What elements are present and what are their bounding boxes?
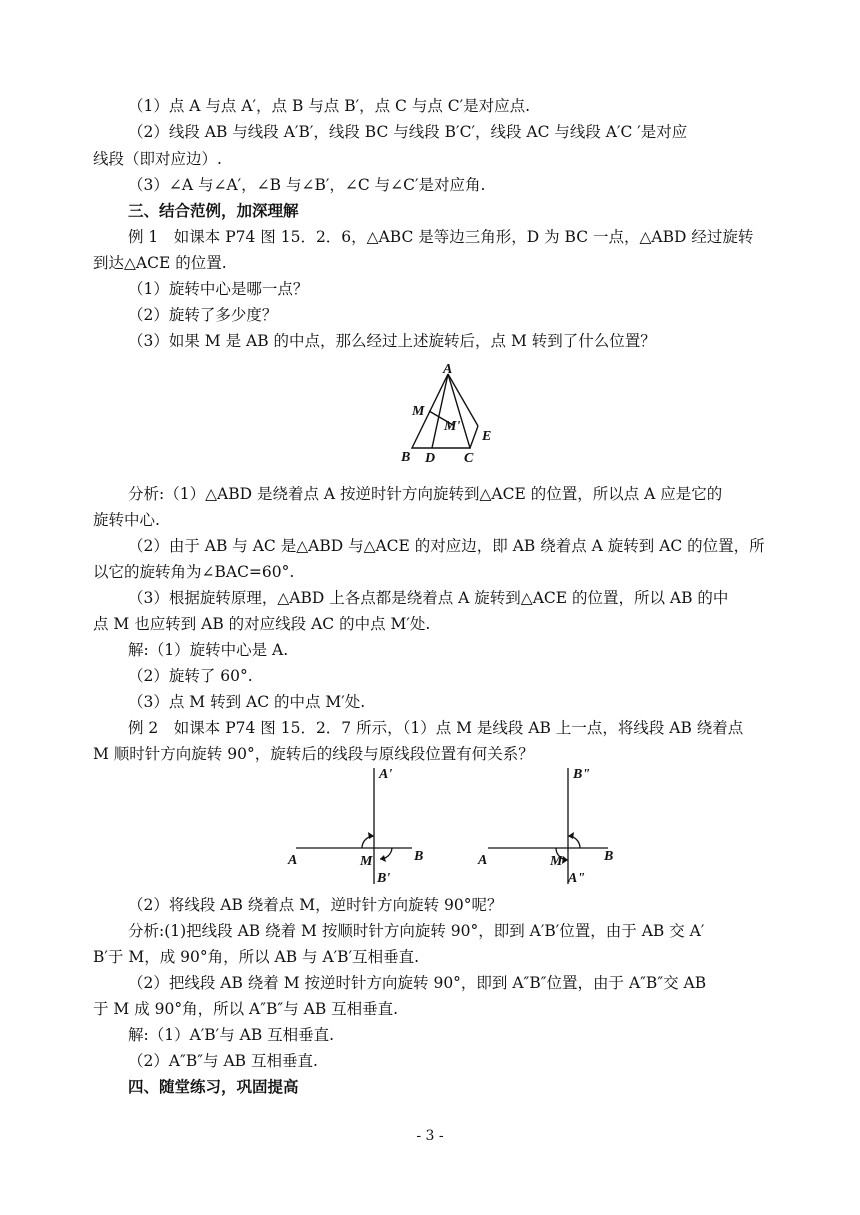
text-line: （2）由于 AB 与 AC 是△ABD 与△ACE 的对应边，即 AB 绕着点 A 旋转到 AC 的位置，所 [128, 537, 765, 555]
page-number: - 3 - [416, 1128, 444, 1144]
text-line: （3）如果 M 是 AB 的中点，那么经过上述旋转后，点 M 转到了什么位置？ [128, 332, 656, 350]
label-M: M [360, 854, 373, 869]
label-C: C [464, 451, 474, 466]
text-line: 旋转中心. [93, 511, 160, 529]
clockwise-rotation-figure [280, 766, 440, 892]
text-line: M 顺时针方向旋转 90°，旋转后的线段与原线段位置有何关系？ [93, 745, 534, 763]
section-heading: 三、结合范例，加深理解 [128, 201, 299, 220]
text-line: （3）∠A 与∠A′，∠B 与∠B′，∠C 与∠C′是对应角. [128, 176, 486, 194]
text-line: 例 1 如课本 P74 图 15．2．6，△ABC 是等边三角形，D 为 BC 一点，△ABD 经过旋转 [128, 228, 754, 246]
label-A-double-prime: A" [568, 871, 586, 886]
text-line: 点 M 也应转到 AB 的对应线段 AC 的中点 M′处. [93, 615, 431, 633]
text-line: 解:（1）A′B′与 AB 互相垂直. [128, 1026, 335, 1044]
section-heading: 四、随堂练习，巩固提高 [128, 1077, 299, 1096]
label-A-prime: A' [379, 767, 393, 782]
text-line: 以它的旋转角为∠BAC=60°. [93, 563, 295, 581]
text-line: （2）旋转了 60°. [128, 667, 253, 685]
text-line: （3）点 M 转到 AC 的中点 M′处. [128, 693, 366, 711]
label-B-prime: B' [377, 871, 391, 886]
label-M: M [412, 404, 425, 419]
label-M: M [550, 854, 563, 869]
text-line: （2）A″B″与 AB 互相垂直. [128, 1052, 318, 1070]
text-line: （2）旋转了多少度？ [128, 306, 278, 324]
text-line: 解:（1）旋转中心是 A. [128, 641, 289, 659]
triangle-rotation-figure [398, 358, 508, 468]
text-line: 分析:（1）△ABD 是绕着点 A 按逆时针方向旋转到△ACE 的位置，所以点 A 应是它的 [128, 485, 723, 503]
text-line: （1）旋转中心是哪一点？ [128, 280, 309, 298]
text-line: （2）把线段 AB 绕着 M 按逆时针方向旋转 90°，即到 A″B″位置，由于 A″B″交 AB [128, 974, 707, 992]
text-line: B′于 M，成 90°角，所以 AB 与 A′B′互相垂直. [93, 948, 420, 966]
label-B-double-prime: B" [573, 767, 591, 782]
label-M-prime: M' [444, 419, 461, 434]
label-B: B [604, 849, 614, 864]
text-line: （3）根据旋转原理，△ABD 上各点都是绕着点 A 旋转到△ACE 的位置，所以 AB 的中 [128, 589, 729, 607]
label-A: A [443, 362, 453, 377]
label-E: E [482, 429, 492, 444]
text-line: （2）线段 AB 与线段 A′B′，线段 BC 与线段 B′C′，线段 AC 与线段 A′C ′是对应 [128, 123, 688, 141]
text-line: （2）将线段 AB 绕着点 M，逆时针方向旋转 90°呢？ [128, 896, 503, 914]
text-line: 分析:(1)把线段 AB 绕着 M 按顺时针方向旋转 90°，即到 A′B′位置，由于 AB 交 A′ [128, 922, 705, 940]
label-B: B [414, 849, 424, 864]
text-line: 线段（即对应边）. [93, 150, 222, 168]
text-line: （1）点 A 与点 A′，点 B 与点 B′，点 C 与点 C′是对应点. [128, 97, 531, 115]
label-D: D [425, 451, 436, 466]
text-line: 到达△ACE 的位置. [93, 254, 227, 272]
label-B: B [401, 450, 411, 465]
counterclockwise-rotation-figure [470, 766, 630, 892]
text-line: 于 M 成 90°角，所以 A″B″与 AB 互相垂直. [93, 1000, 399, 1018]
text-line: 例 2 如课本 P74 图 15．2．7 所示，（1）点 M 是线段 AB 上一点，将线段 AB 绕着点 [128, 719, 744, 737]
label-A: A [478, 853, 488, 868]
label-A: A [288, 853, 298, 868]
